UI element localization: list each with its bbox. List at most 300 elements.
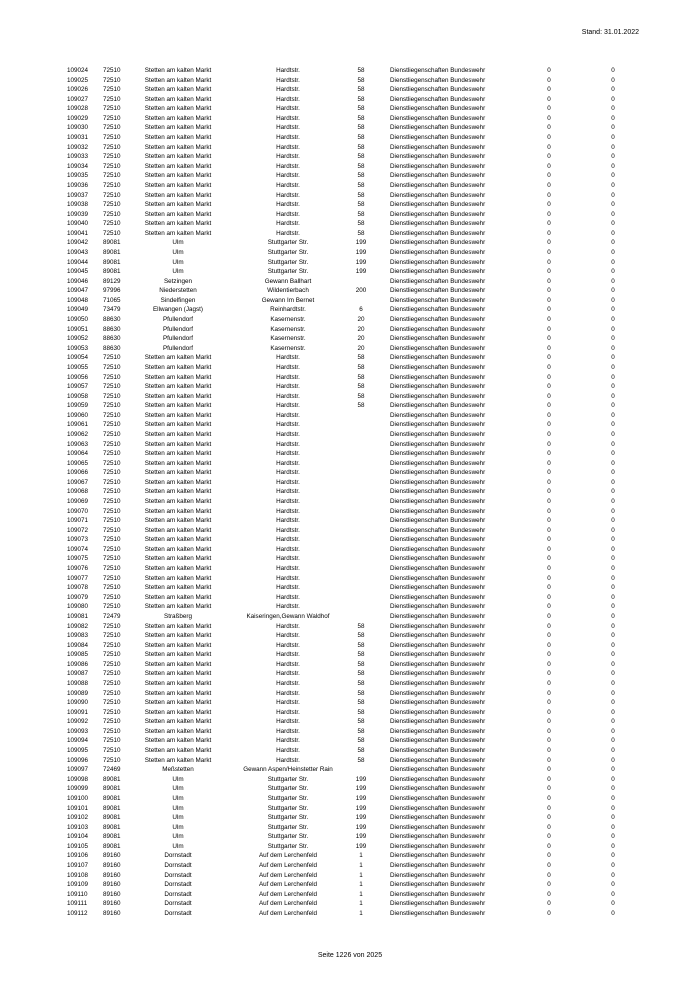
value-b-cell: 0 [611,325,615,333]
value-b-cell: 0 [611,708,615,716]
value-a-cell: 0 [547,833,551,841]
property-type-cell: Dienstliegenschaften Bundeswehr [390,689,486,697]
row-id-cell: 109040 [67,220,89,228]
street-cell: Hardtstr. [276,689,300,697]
property-type-cell: Dienstliegenschaften Bundeswehr [390,526,486,534]
street-cell: Hardtstr. [276,392,300,400]
city-cell: Stetten am kalten Markt [144,143,212,151]
city-cell: Stetten am kalten Markt [144,632,212,640]
property-type-cell: Dienstliegenschaften Bundeswehr [390,450,486,458]
table-row [0,851,700,861]
city-cell: Stetten am kalten Markt [144,210,212,218]
table-row [0,258,700,268]
row-id-cell: 109028 [67,105,89,113]
value-b-cell: 0 [611,651,615,659]
property-type-cell: Dienstliegenschaften Bundeswehr [390,411,486,419]
value-a-cell: 0 [547,794,551,802]
value-b-cell: 0 [611,287,615,295]
value-b-cell: 0 [611,823,615,831]
postal-code-cell: 89081 [103,794,121,802]
value-a-cell: 0 [547,210,551,218]
property-type-cell: Dienstliegenschaften Bundeswehr [390,574,486,582]
house-number-cell: 58 [357,699,365,707]
street-cell: Gewann Aspen/Heinstetter Rain [243,766,333,774]
value-a-cell: 0 [547,478,551,486]
postal-code-cell: 72510 [103,392,121,400]
row-id-cell: 109082 [67,622,89,630]
value-b-cell: 0 [611,900,615,908]
city-cell: Dornstadt [164,890,192,898]
table-row [0,708,700,718]
value-b-cell: 0 [611,842,615,850]
city-cell: Pfullendorf [162,325,194,333]
city-cell: Meßstetten [162,766,194,774]
table-row [0,554,700,564]
city-cell: Stetten am kalten Markt [144,134,212,142]
value-b-cell: 0 [611,871,615,879]
value-b-cell: 0 [611,153,615,161]
postal-code-cell: 72510 [103,718,121,726]
row-id-cell: 109065 [67,459,89,467]
table-row [0,152,700,162]
value-a-cell: 0 [547,498,551,506]
street-cell: Hardtstr. [276,660,300,668]
street-cell: Stuttgarter Str. [267,785,309,793]
street-cell: Hardtstr. [276,220,300,228]
table-row [0,871,700,881]
house-number-cell: 20 [357,335,365,343]
property-type-cell: Dienstliegenschaften Bundeswehr [390,105,486,113]
postal-code-cell: 72510 [103,747,121,755]
value-b-cell: 0 [611,191,615,199]
row-id-cell: 109053 [67,344,89,352]
house-number-cell: 6 [359,306,363,314]
table-row [0,813,700,823]
street-cell: Hardtstr. [276,622,300,630]
street-cell: Hardtstr. [276,153,300,161]
property-type-cell: Dienstliegenschaften Bundeswehr [390,220,486,228]
postal-code-cell: 89160 [103,890,121,898]
row-id-cell: 109043 [67,248,89,256]
table-row [0,459,700,469]
table-row [0,612,700,622]
house-number-cell: 199 [355,775,367,783]
city-cell: Pfullendorf [162,344,194,352]
postal-code-cell: 72510 [103,201,121,209]
city-cell: Stetten am kalten Markt [144,105,212,113]
table-row [0,641,700,651]
table-row [0,219,700,229]
table-row [0,162,700,172]
row-id-cell: 109059 [67,402,89,410]
city-cell: Stetten am kalten Markt [144,162,212,170]
postal-code-cell: 72510 [103,440,121,448]
house-number-cell: 58 [357,143,365,151]
value-b-cell: 0 [611,134,615,142]
city-cell: Dornstadt [164,871,192,879]
row-id-cell: 109025 [67,76,89,84]
house-number-cell: 58 [357,67,365,74]
value-b-cell: 0 [611,517,615,525]
row-id-cell: 109034 [67,162,89,170]
row-id-cell: 109081 [67,612,89,620]
city-cell: Straßberg [164,612,192,620]
street-cell: Stuttgarter Str. [267,268,309,276]
value-b-cell: 0 [611,402,615,410]
house-number-cell: 199 [355,239,367,247]
table-row [0,756,700,766]
postal-code-cell: 72510 [103,632,121,640]
table-row [0,286,700,296]
city-cell: Stetten am kalten Markt [144,555,212,563]
property-type-cell: Dienstliegenschaften Bundeswehr [390,833,486,841]
value-b-cell: 0 [611,584,615,592]
value-a-cell: 0 [547,153,551,161]
house-number-cell: 199 [355,814,367,822]
value-a-cell: 0 [547,747,551,755]
row-id-cell: 109058 [67,392,89,400]
value-a-cell: 0 [547,392,551,400]
row-id-cell: 109046 [67,277,89,285]
data-table [0,66,700,918]
property-type-cell: Dienstliegenschaften Bundeswehr [390,344,486,352]
value-a-cell: 0 [547,162,551,170]
property-type-cell: Dienstliegenschaften Bundeswehr [390,641,486,649]
row-id-cell: 109032 [67,143,89,151]
value-a-cell: 0 [547,861,551,869]
city-cell: Stetten am kalten Markt [144,727,212,735]
value-a-cell: 0 [547,881,551,889]
city-cell: Ulm [172,239,184,247]
city-cell: Dornstadt [164,852,192,860]
value-a-cell: 0 [547,411,551,419]
value-a-cell: 0 [547,114,551,122]
street-cell: Auf dem Lerchenfeld [258,909,318,917]
street-cell: Kaiseringen,Gewann Waldhof [246,612,330,620]
postal-code-cell: 72510 [103,469,121,477]
value-b-cell: 0 [611,718,615,726]
row-id-cell: 109100 [67,794,89,802]
table-row [0,689,700,699]
street-cell: Stuttgarter Str. [267,833,309,841]
property-type-cell: Dienstliegenschaften Bundeswehr [390,632,486,640]
table-row [0,248,700,258]
table-row [0,698,700,708]
table-row [0,727,700,737]
property-type-cell: Dienstliegenschaften Bundeswehr [390,794,486,802]
city-cell: Stetten am kalten Markt [144,354,212,362]
postal-code-cell: 72510 [103,526,121,534]
table-row [0,401,700,411]
postal-code-cell: 72510 [103,488,121,496]
property-type-cell: Dienstliegenschaften Bundeswehr [390,373,486,381]
value-a-cell: 0 [547,842,551,850]
value-a-cell: 0 [547,105,551,113]
postal-code-cell: 72510 [103,86,121,94]
value-b-cell: 0 [611,95,615,103]
city-cell: Stetten am kalten Markt [144,430,212,438]
street-cell: Stuttgarter Str. [267,794,309,802]
postal-code-cell: 72510 [103,124,121,132]
value-b-cell: 0 [611,488,615,496]
value-a-cell: 0 [547,708,551,716]
city-cell: Stetten am kalten Markt [144,651,212,659]
value-b-cell: 0 [611,268,615,276]
value-a-cell: 0 [547,680,551,687]
value-a-cell: 0 [547,689,551,697]
street-cell: Stuttgarter Str. [267,804,309,812]
row-id-cell: 109037 [67,191,89,199]
value-a-cell: 0 [547,306,551,314]
street-cell: Hardtstr. [276,641,300,649]
value-b-cell: 0 [611,536,615,544]
street-cell: Hardtstr. [276,632,300,640]
row-id-cell: 109044 [67,258,89,266]
property-type-cell: Dienstliegenschaften Bundeswehr [390,517,486,525]
house-number-cell: 58 [357,756,365,764]
postal-code-cell: 97996 [103,287,121,295]
city-cell: Stetten am kalten Markt [144,220,212,228]
property-type-cell: Dienstliegenschaften Bundeswehr [390,536,486,544]
street-cell: Stuttgarter Str. [267,239,309,247]
house-number-cell: 20 [357,344,365,352]
table-row [0,574,700,584]
value-b-cell: 0 [611,383,615,391]
row-id-cell: 109048 [67,296,89,304]
street-cell: Hardtstr. [276,670,300,678]
property-type-cell: Dienstliegenschaften Bundeswehr [390,612,486,620]
postal-code-cell: 89081 [103,775,121,783]
property-type-cell: Dienstliegenschaften Bundeswehr [390,335,486,343]
city-cell: Stetten am kalten Markt [144,181,212,189]
postal-code-cell: 72510 [103,162,121,170]
value-b-cell: 0 [611,526,615,534]
row-id-cell: 109060 [67,411,89,419]
property-type-cell: Dienstliegenschaften Bundeswehr [390,76,486,84]
value-b-cell: 0 [611,861,615,869]
postal-code-cell: 89081 [103,785,121,793]
property-type-cell: Dienstliegenschaften Bundeswehr [390,421,486,429]
table-row [0,746,700,756]
street-cell: Hardtstr. [276,593,300,601]
postal-code-cell: 72510 [103,430,121,438]
house-number-cell: 58 [357,689,365,697]
house-number-cell: 200 [355,287,367,295]
row-id-cell: 109030 [67,124,89,132]
row-id-cell: 109029 [67,114,89,122]
postal-code-cell: 72510 [103,191,121,199]
row-id-cell: 109091 [67,708,89,716]
city-cell: Stetten am kalten Markt [144,660,212,668]
house-number-cell: 58 [357,718,365,726]
value-b-cell: 0 [611,498,615,506]
property-type-cell: Dienstliegenschaften Bundeswehr [390,383,486,391]
house-number-cell: 58 [357,651,365,659]
street-cell: Kasernenstr. [270,344,306,352]
property-type-cell: Dienstliegenschaften Bundeswehr [390,593,486,601]
postal-code-cell: 89160 [103,852,121,860]
postal-code-cell: 72510 [103,498,121,506]
street-cell: Hardtstr. [276,191,300,199]
postal-code-cell: 72510 [103,105,121,113]
value-b-cell: 0 [611,756,615,764]
city-cell: Stetten am kalten Markt [144,67,212,74]
house-number-cell: 58 [357,747,365,755]
postal-code-cell: 72510 [103,143,121,151]
row-id-cell: 109049 [67,306,89,314]
row-id-cell: 109070 [67,507,89,515]
value-a-cell: 0 [547,430,551,438]
street-cell: Auf dem Lerchenfeld [258,881,318,889]
value-a-cell: 0 [547,814,551,822]
table-row [0,95,700,105]
street-cell: Hardtstr. [276,172,300,180]
value-a-cell: 0 [547,181,551,189]
row-id-cell: 109047 [67,287,89,295]
street-cell: Hardtstr. [276,555,300,563]
house-number-cell: 199 [355,248,367,256]
house-number-cell: 199 [355,842,367,850]
table-row [0,114,700,124]
row-id-cell: 109090 [67,699,89,707]
street-cell: Hardtstr. [276,708,300,716]
value-b-cell: 0 [611,277,615,285]
street-cell: Hardtstr. [276,363,300,371]
property-type-cell: Dienstliegenschaften Bundeswehr [390,488,486,496]
postal-code-cell: 72510 [103,545,121,553]
table-row [0,660,700,670]
value-b-cell: 0 [611,344,615,352]
value-a-cell: 0 [547,76,551,84]
value-a-cell: 0 [547,775,551,783]
property-type-cell: Dienstliegenschaften Bundeswehr [390,718,486,726]
city-cell: Stetten am kalten Markt [144,718,212,726]
value-b-cell: 0 [611,747,615,755]
value-a-cell: 0 [547,699,551,707]
value-a-cell: 0 [547,287,551,295]
value-b-cell: 0 [611,220,615,228]
postal-code-cell: 72510 [103,95,121,103]
value-a-cell: 0 [547,239,551,247]
row-id-cell: 109086 [67,660,89,668]
street-cell: Hardtstr. [276,478,300,486]
city-cell: Stetten am kalten Markt [144,670,212,678]
postal-code-cell: 72510 [103,555,121,563]
postal-code-cell: 72510 [103,402,121,410]
row-id-cell: 109096 [67,756,89,764]
row-id-cell: 109107 [67,861,89,869]
table-row [0,516,700,526]
house-number-cell: 58 [357,114,365,122]
value-b-cell: 0 [611,172,615,180]
value-a-cell: 0 [547,95,551,103]
house-number-cell: 58 [357,210,365,218]
street-cell: Reinhardtstr. [270,306,306,314]
house-number-cell: 58 [357,105,365,113]
stand-date: Stand: 31.01.2022 [581,29,639,36]
house-number-cell: 1 [359,909,363,917]
street-cell: Hardtstr. [276,430,300,438]
street-cell: Hardtstr. [276,143,300,151]
postal-code-cell: 72510 [103,584,121,592]
postal-code-cell: 72510 [103,354,121,362]
row-id-cell: 109079 [67,593,89,601]
street-cell: Auf dem Lerchenfeld [258,861,318,869]
property-type-cell: Dienstliegenschaften Bundeswehr [390,584,486,592]
street-cell: Hardtstr. [276,727,300,735]
row-id-cell: 109094 [67,737,89,745]
postal-code-cell: 72510 [103,181,121,189]
postal-code-cell: 89160 [103,881,121,889]
street-cell: Hardtstr. [276,603,300,611]
value-a-cell: 0 [547,229,551,237]
row-id-cell: 109106 [67,852,89,860]
value-b-cell: 0 [611,699,615,707]
table-row [0,133,700,143]
house-number-cell: 199 [355,268,367,276]
city-cell: Stetten am kalten Markt [144,680,212,687]
value-a-cell: 0 [547,727,551,735]
city-cell: Ulm [172,794,184,802]
house-number-cell: 58 [357,172,365,180]
value-a-cell: 0 [547,459,551,467]
city-cell: Stetten am kalten Markt [144,584,212,592]
value-a-cell: 0 [547,622,551,630]
city-cell: Stetten am kalten Markt [144,574,212,582]
table-row [0,784,700,794]
postal-code-cell: 89081 [103,804,121,812]
city-cell: Stetten am kalten Markt [144,488,212,496]
city-cell: Stetten am kalten Markt [144,392,212,400]
property-type-cell: Dienstliegenschaften Bundeswehr [390,785,486,793]
row-id-cell: 109055 [67,363,89,371]
city-cell: Stetten am kalten Markt [144,421,212,429]
table-row [0,85,700,95]
table-row [0,909,700,919]
street-cell: Hardtstr. [276,718,300,726]
postal-code-cell: 72510 [103,153,121,161]
street-cell: Hardtstr. [276,76,300,84]
table-row [0,861,700,871]
postal-code-cell: 89081 [103,268,121,276]
house-number-cell: 20 [357,325,365,333]
row-id-cell: 109057 [67,383,89,391]
value-a-cell: 0 [547,603,551,611]
table-row [0,171,700,181]
value-b-cell: 0 [611,229,615,237]
value-b-cell: 0 [611,354,615,362]
street-cell: Hardtstr. [276,402,300,410]
value-b-cell: 0 [611,689,615,697]
street-cell: Hardtstr. [276,229,300,237]
value-b-cell: 0 [611,86,615,94]
table-row [0,315,700,325]
postal-code-cell: 72510 [103,756,121,764]
street-cell: Auf dem Lerchenfeld [258,852,318,860]
table-row [0,602,700,612]
value-b-cell: 0 [611,593,615,601]
postal-code-cell: 72510 [103,421,121,429]
house-number-cell: 20 [357,316,365,324]
table-row [0,296,700,306]
property-type-cell: Dienstliegenschaften Bundeswehr [390,603,486,611]
value-a-cell: 0 [547,507,551,515]
city-cell: Niederstetten [159,287,197,295]
value-a-cell: 0 [547,660,551,668]
value-a-cell: 0 [547,440,551,448]
value-b-cell: 0 [611,814,615,822]
postal-code-cell: 72510 [103,517,121,525]
